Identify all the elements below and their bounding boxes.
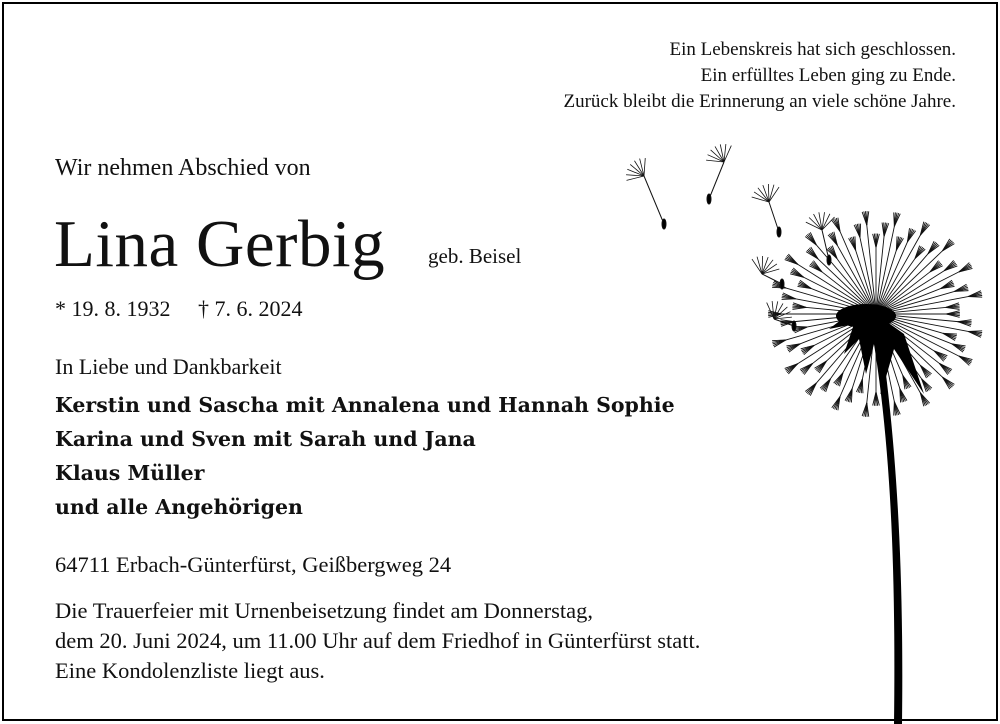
maiden-name: geb. Beisel (428, 244, 521, 269)
deceased-name: Lina Gerbig (54, 204, 385, 284)
dandelion-illustration (604, 144, 984, 724)
motto-verse (563, 37, 956, 115)
life-dates (55, 296, 325, 322)
funeral-line: dem 20. Juni 2024, um 11.00 Uhr auf dem Friedhof in Günterfürst statt. (55, 626, 700, 656)
mourner-entry: Karina und Sven mit Sarah und Jana (55, 422, 675, 456)
mourners-list (55, 388, 675, 524)
funeral-line: Die Trauerfeier mit Urnenbeisetzung findet am Donnerstag, (55, 596, 700, 626)
motto-line: Zurück bleibt die Erinnerung an viele schöne Jahre. (563, 89, 956, 115)
motto-line: Ein erfülltes Leben ging zu Ende. (563, 63, 956, 89)
birth-date: * 19. 8. 1932 (55, 296, 171, 321)
death-date: † 7. 6. 2024 (198, 296, 303, 321)
intro-text: Wir nehmen Abschied von (55, 155, 311, 182)
thanks-line: In Liebe und Dankbarkeit (55, 354, 282, 380)
funeral-line: Eine Kondolenzliste liegt aus. (55, 656, 700, 686)
mourner-entry: Kerstin und Sascha mit Annalena und Hannah Sophie (55, 388, 675, 422)
address: 64711 Erbach-Günterfürst, Geißbergweg 24 (55, 552, 451, 578)
mourner-entry: und alle Angehörigen (55, 490, 675, 524)
motto-line: Ein Lebenskreis hat sich geschlossen. (563, 37, 956, 63)
mourner-entry: Klaus Müller (55, 456, 675, 490)
flying-seeds (626, 144, 834, 331)
obituary-card (2, 2, 998, 721)
